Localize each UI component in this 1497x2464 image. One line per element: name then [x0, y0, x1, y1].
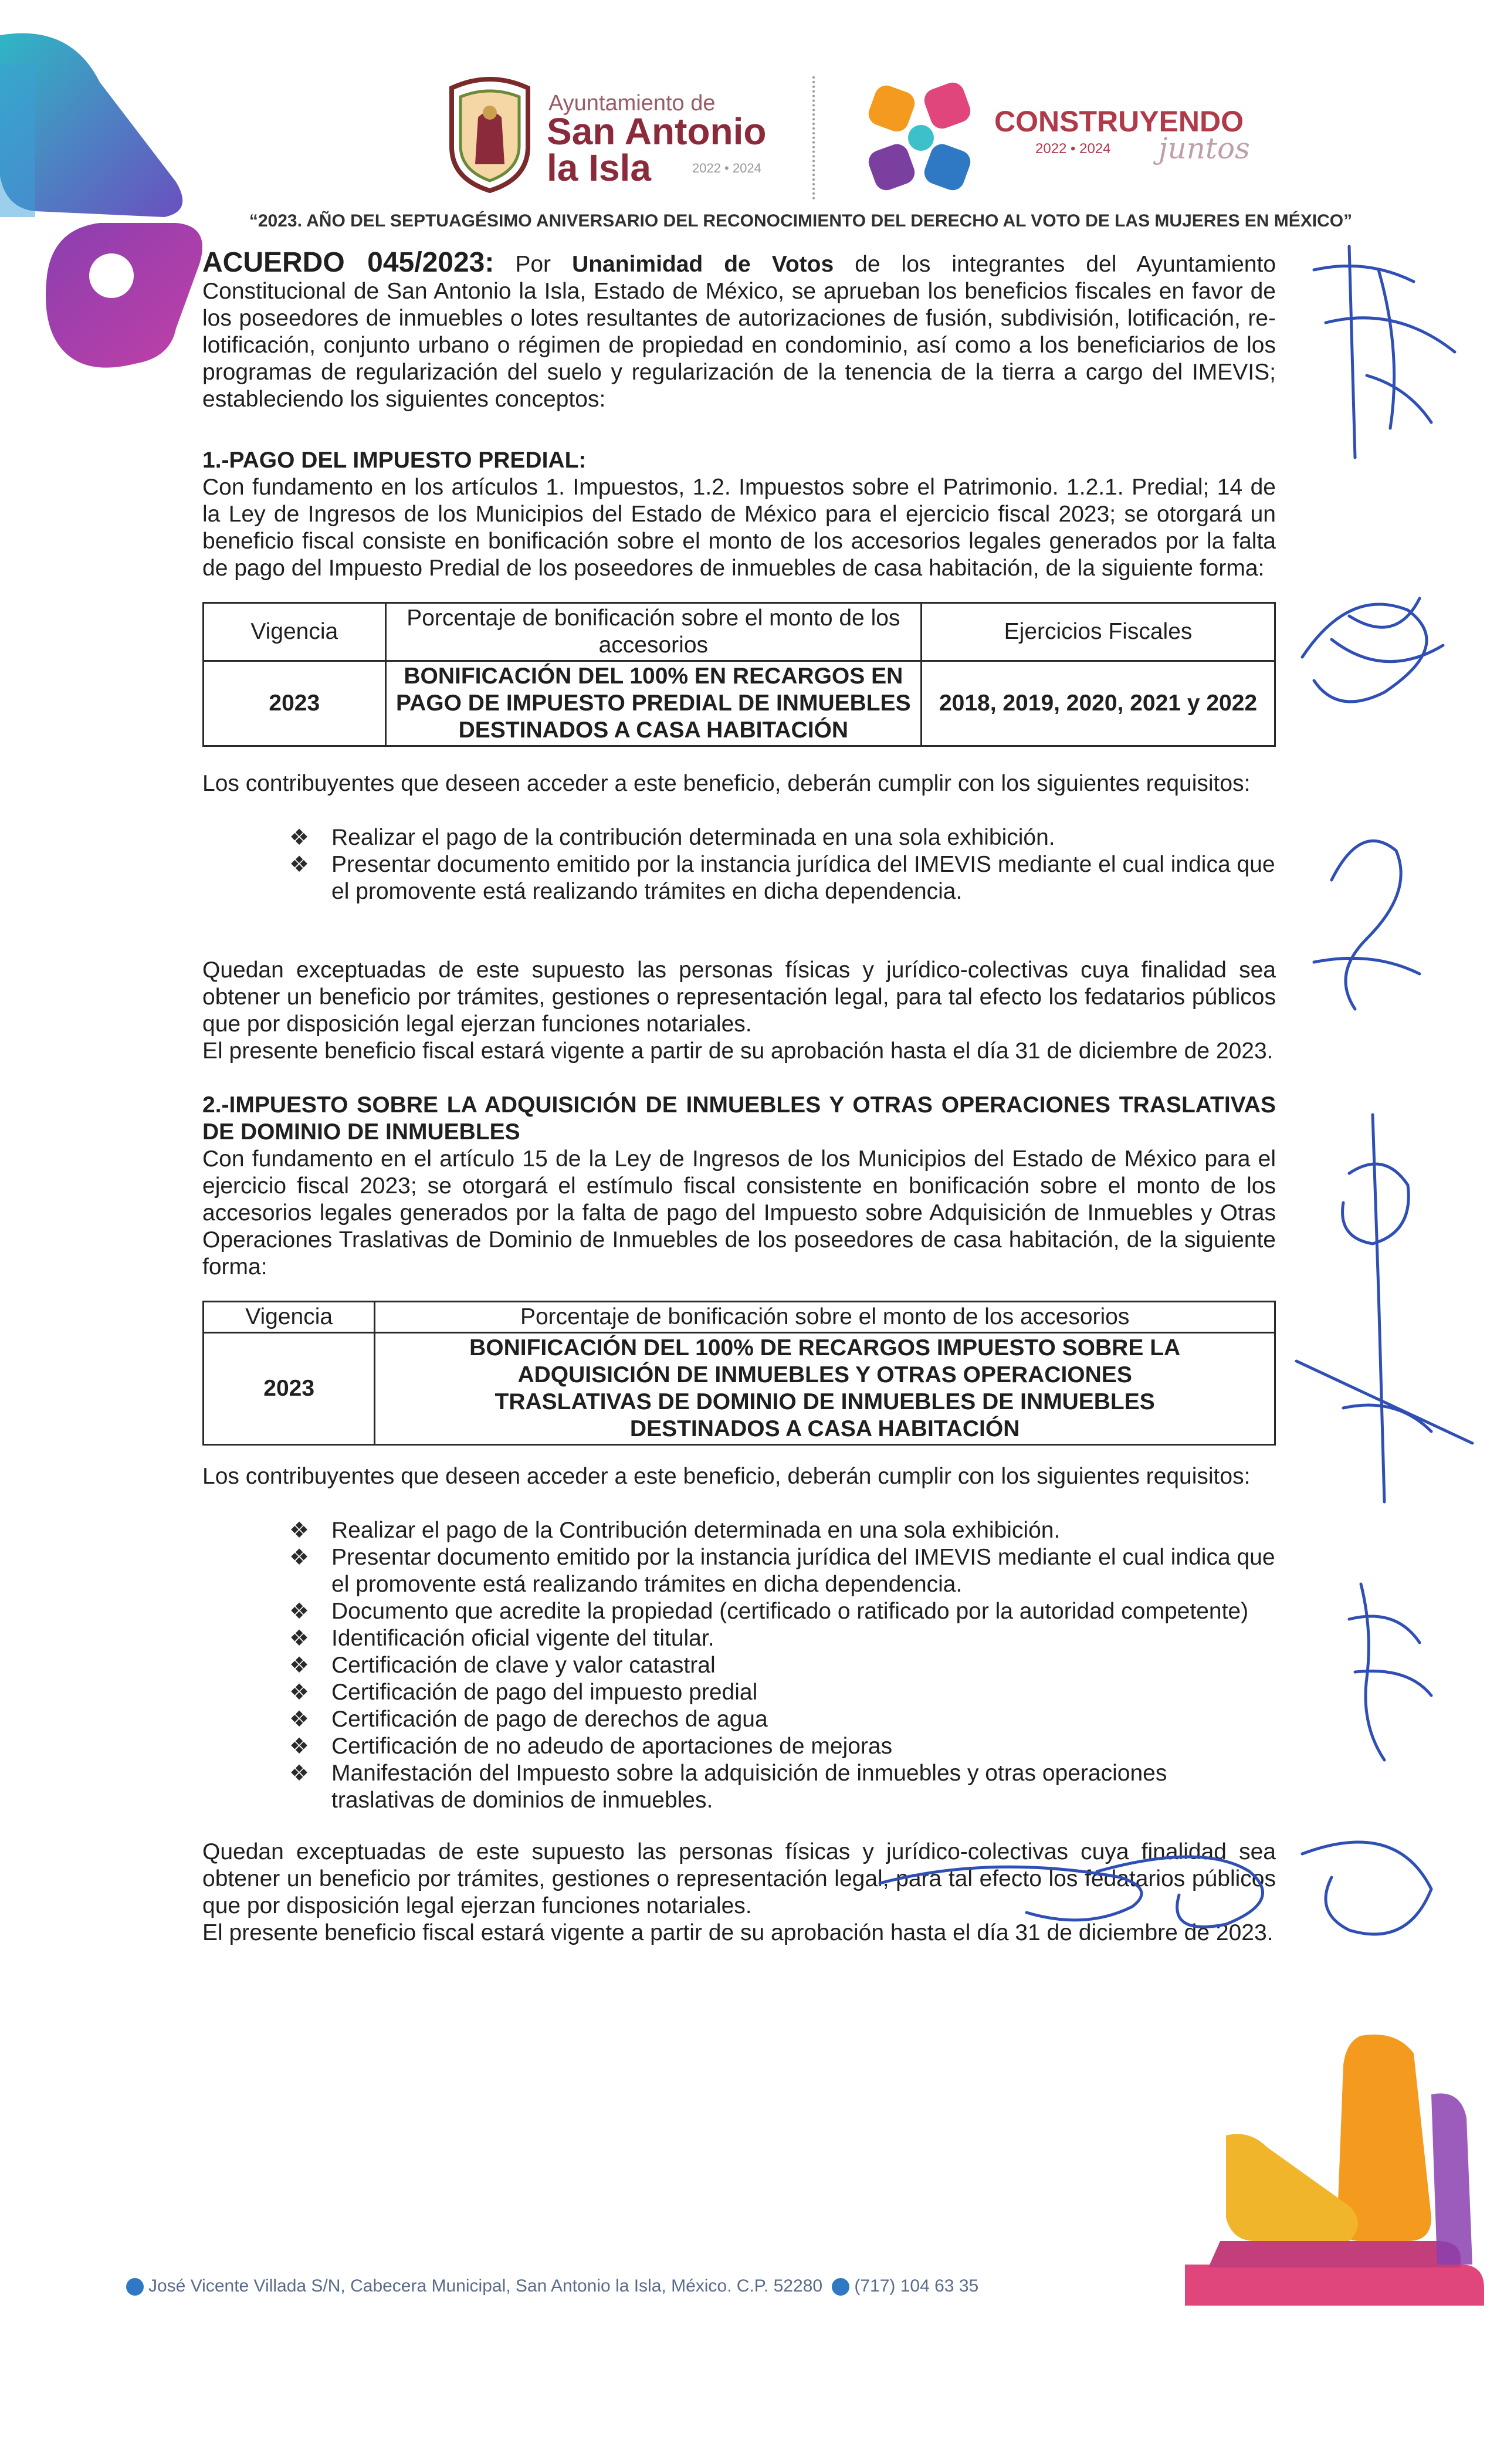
acuerdo-paragraph	[202, 249, 1276, 413]
table-row	[204, 1333, 1275, 1445]
diamond-bullet-icon: ❖	[289, 1545, 310, 1570]
diamond-bullet-icon: ❖	[289, 1653, 310, 1678]
list-item: ❖ Manifestación del Impuesto sobre la adquisición de inmuebles y otras operaciones traslativas de dominios de inmuebles.	[289, 1761, 1167, 1813]
table-header-row	[204, 603, 1275, 661]
list-item: ❖ Certificación de pago del impuesto predial	[289, 1680, 758, 1705]
diamond-bullet-icon: ❖	[289, 852, 310, 877]
section1-table	[202, 602, 1276, 747]
ayuntamiento-name-2: la Isla	[547, 147, 651, 189]
campaign-title: CONSTRUYENDO	[994, 105, 1244, 138]
section1-validity: El presente beneficio fiscal estará vigente a partir de su aprobación hasta el día 31 de diciembre de 2023.	[202, 1038, 1274, 1064]
table-header-row	[204, 1302, 1275, 1333]
list-item: ❖ Certificación de no adeudo de aportaciones de mejoras	[289, 1734, 893, 1759]
location-icon	[126, 2278, 144, 2296]
table-header-cell: Porcentaje de bonificación sobre el monto de los accesorios	[385, 603, 922, 661]
acuerdo-title: ACUERDO 045/2023:	[202, 247, 495, 278]
section2-validity: El presente beneficio fiscal estará vigente a partir de su aprobación hasta el día 31 de diciembre de 2023.	[202, 1920, 1274, 1945]
section2-requirements-list	[202, 1517, 1276, 1814]
list-item: ❖ Presentar documento emitido por la instancia jurídica del IMEVIS mediante el cual indica que el promovente está realizando trámites en dicha dependencia.	[289, 852, 1275, 904]
acuerdo-by: Por	[515, 252, 551, 277]
diamond-bullet-icon: ❖	[289, 1599, 310, 1624]
table-row	[204, 661, 1275, 746]
handwritten-signatures	[1279, 235, 1496, 1995]
footer-contact	[126, 2276, 1241, 2296]
municipal-shield-logo	[446, 76, 534, 194]
section2-table	[202, 1301, 1276, 1446]
list-item: ❖ Presentar documento emitido por la instancia jurídica del IMEVIS mediante el cual indica que el promovente está realizando trámites en dicha dependencia.	[289, 1545, 1275, 1597]
section2-title: 2.-IMPUESTO SOBRE LA ADQUISICIÓN DE INMUEBLES Y OTRAS OPERACIONES TRASLATIVAS DE DOMINIO DE INMUEBLES	[202, 1092, 1276, 1145]
section1-title: 1.-PAGO DEL IMPUESTO PREDIAL:	[202, 448, 587, 473]
list-item: ❖ Realizar el pago de la contribución determinada en una sola exhibición.	[289, 825, 1055, 850]
acuerdo-unanimity: Unanimidad de Votos	[572, 252, 834, 277]
diamond-bullet-icon: ❖	[289, 1626, 310, 1651]
campaign-years: 2022 • 2024	[1035, 141, 1111, 157]
phone-icon	[832, 2278, 849, 2296]
acuerdo-text: de los integrantes del Ayuntamiento Constitucional de San Antonio la Isla, Estado de México, se aprueban los beneficios fiscales en favor de los poseedores de inmuebles o lotes resultantes de autorizaciones de fusión, subdivisión, lotificación, re-lotificación, conjunto urbano o régimen de propiedad en condominio, así como a los beneficiarios de los programas de regularización del suelo y regularización de la tenencia de la tierra a cargo del IMEVIS; estableciendo los siguientes conceptos:	[202, 252, 1276, 412]
table-cell: 2018, 2019, 2020, 2021 y 2022	[922, 661, 1275, 746]
list-item: ❖ Certificación de clave y valor catastral	[289, 1653, 716, 1678]
construyendo-logo-icon	[859, 79, 983, 197]
ayuntamiento-years: 2022 • 2024	[692, 161, 761, 175]
document-body	[202, 249, 1276, 1947]
diamond-bullet-icon: ❖	[289, 1707, 310, 1732]
header-divider	[812, 76, 819, 199]
letterhead	[446, 70, 1255, 217]
section2-text: Con fundamento en el artículo 15 de la Ley de Ingresos de los Municipios del Estado de México para el ejercicio fiscal 2023; se otorgará el estímulo fiscal consistente en bonificación sobre el monto de los accesorios legales generados por la falta de pago del Impuesto sobre Adquisición de Inmuebles y Otras Operaciones Traslativas de Dominio de Inmuebles de los poseedores de casa habitación, de la siguiente forma:	[202, 1146, 1276, 1280]
section1-exceptions: Quedan exceptuadas de este supuesto las personas físicas y jurídico-colectivas cuya finalidad sea obtener un beneficio por trámites, gestiones o representación legal, para tal efecto los fedatarios públicos que por disposición legal ejerzan funciones notariales.	[202, 957, 1276, 1037]
table-cell: BONIFICACIÓN DEL 100% DE RECARGOS IMPUESTO SOBRE LA ADQUISICIÓN DE INMUEBLES Y OTRAS OPERACIONES TRASLATIVAS DE DOMINIO DE INMUEBLES DE INMUEBLES DESTINADOS A CASA HABITACIÓN	[375, 1333, 1275, 1445]
list-item: ❖ Realizar el pago de la Contribución determinada en una sola exhibición.	[289, 1518, 1061, 1543]
diamond-bullet-icon: ❖	[289, 1680, 310, 1705]
ayuntamiento-prefix: Ayuntamiento de	[548, 91, 716, 116]
table-cell: BONIFICACIÓN DEL 100% EN RECARGOS EN PAGO DE IMPUESTO PREDIAL DE INMUEBLES DESTINADOS A CASA HABITACIÓN	[385, 661, 922, 746]
diamond-bullet-icon: ❖	[289, 1518, 310, 1543]
table-cell: 2023	[204, 1333, 375, 1445]
footer-phone: (717) 104 63 35	[854, 2276, 979, 2296]
section1-requirements-intro: Los contribuyentes que deseen acceder a este beneficio, deberán cumplir con los siguientes requisitos:	[202, 771, 1251, 796]
year-motto: “2023. AÑO DEL SEPTUAGÉSIMO ANIVERSARIO DEL RECONOCIMIENTO DEL DERECHO AL VOTO DE LAS MUJERES EN MÉXICO”	[249, 211, 1353, 231]
diamond-bullet-icon: ❖	[289, 825, 310, 850]
list-item: ❖ Identificación oficial vigente del titular.	[289, 1626, 714, 1651]
list-item: ❖ Documento que acredite la propiedad (certificado o ratificado por la autoridad competente)	[289, 1599, 1249, 1624]
ayuntamiento-name-1: San Antonio	[547, 110, 767, 153]
handwritten-signature-bottom	[874, 1836, 1296, 1954]
diamond-bullet-icon: ❖	[289, 1734, 310, 1759]
section1-requirements-list	[202, 824, 1276, 905]
table-header-cell: Vigencia	[204, 603, 386, 661]
table-cell: 2023	[204, 661, 386, 746]
campaign-script: juntos	[1159, 131, 1250, 165]
footer-address: José Vicente Villada S/N, Cabecera Municipal, San Antonio la Isla, México. C.P. 52280	[148, 2276, 823, 2296]
list-item: ❖ Certificación de pago de derechos de agua	[289, 1707, 768, 1732]
table-header-cell: Porcentaje de bonificación sobre el monto de los accesorios	[375, 1302, 1275, 1333]
table-header-cell: Ejercicios Fiscales	[922, 603, 1275, 661]
section1-text: Con fundamento en los artículos 1. Impuestos, 1.2. Impuestos sobre el Patrimonio. 1.2.1. Predial; 14 de la Ley de Ingresos de los Municipios del Estado de México para el ejercicio fiscal 2023; se otorgará un beneficio fiscal consiste en bonificación sobre el monto de los accesorios legales generados por la falta de pago del Impuesto Predial de los poseedores de inmuebles de casa habitación, de la siguiente forma:	[202, 475, 1276, 581]
diamond-bullet-icon: ❖	[289, 1761, 310, 1786]
section2-exceptions: Quedan exceptuadas de este supuesto las personas físicas y jurídico-colectivas cuya finalidad sea obtener un beneficio por trámites, gestiones o representación legal, para tal efecto los fedatarios públicos que por disposición legal ejerzan funciones notariales.	[202, 1839, 1276, 1918]
section2-requirements-intro: Los contribuyentes que deseen acceder a este beneficio, deberán cumplir con los siguientes requisitos:	[202, 1464, 1251, 1489]
table-header-cell: Vigencia	[204, 1302, 375, 1333]
